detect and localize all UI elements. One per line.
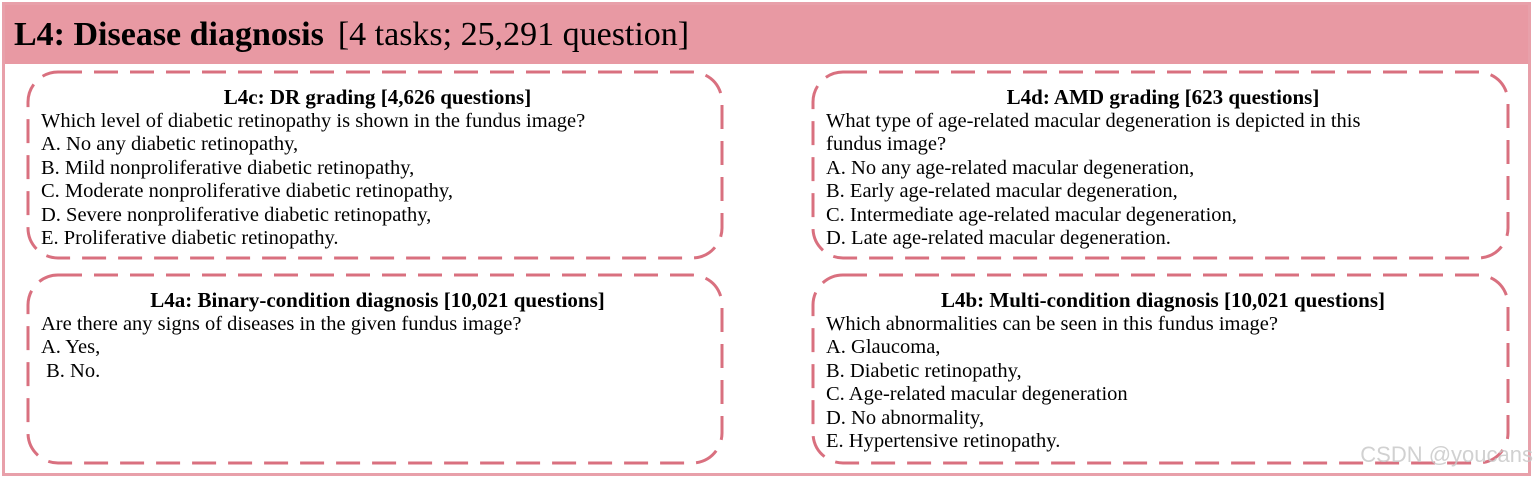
option-c: C. Moderate nonproliferative diabetic retinopathy,: [41, 180, 453, 202]
option-a: A. No any age-related macular degeneration,: [826, 156, 1195, 179]
question-lines: [41, 110, 714, 251]
option-a: A. No any diabetic retinopathy,: [41, 133, 299, 155]
card-l4b: [811, 273, 1510, 465]
option-a: A. Yes,: [41, 336, 101, 358]
card-title: L4d: AMD grading [623 questions]: [1006, 85, 1320, 109]
option-a: A. Glaucoma,: [826, 336, 941, 358]
card-l4a: [26, 273, 724, 465]
card-title: L4b: Multi-condition diagnosis [10,021 questions]: [941, 288, 1385, 312]
option-e: E. Proliferative diabetic retinopathy.: [41, 227, 339, 249]
option-e: E. Hypertensive retinopathy.: [826, 430, 1061, 452]
card-l4c: [26, 70, 724, 260]
question-text-cont: fundus image?: [826, 133, 947, 155]
header-subtitle: [4 tasks; 25,291 question]: [337, 15, 690, 53]
card-l4d: [811, 70, 1510, 260]
option-b: B. Mild nonproliferative diabetic retinopathy,: [41, 156, 415, 179]
question-text: Which level of diabetic retinopathy is shown in the fundus image?: [41, 109, 586, 132]
question-text: Which abnormalities can be seen in this fundus image?: [826, 312, 1279, 335]
question-text: Are there any signs of diseases in the given fundus image?: [41, 312, 522, 335]
question-lines: [41, 313, 714, 384]
option-c: C. Age-related macular degeneration: [826, 383, 1128, 405]
option-b: B. Early age-related macular degeneration,: [826, 180, 1178, 202]
question-text: What type of age-related macular degeneration is depicted in this: [826, 109, 1361, 132]
watermark: CSDN @youcans: [1360, 442, 1533, 467]
option-d: D. No abnormality,: [826, 406, 985, 429]
card-title: L4a: Binary-condition diagnosis [10,021 questions]: [150, 288, 605, 312]
option-d: D. Late age-related macular degeneration.: [826, 227, 1171, 249]
question-lines: [826, 313, 1500, 454]
card-title: L4c: DR grading [4,626 questions]: [223, 85, 532, 109]
header-title: L4: Disease diagnosis: [14, 15, 324, 53]
header-bar: [5, 5, 1528, 64]
option-d: D. Severe nonproliferative diabetic retinopathy,: [41, 203, 432, 226]
option-b: B. Diabetic retinopathy,: [826, 359, 1022, 382]
option-b: B. No.: [41, 359, 101, 382]
question-lines: [826, 110, 1500, 251]
option-c: C. Intermediate age-related macular degeneration,: [826, 203, 1237, 226]
